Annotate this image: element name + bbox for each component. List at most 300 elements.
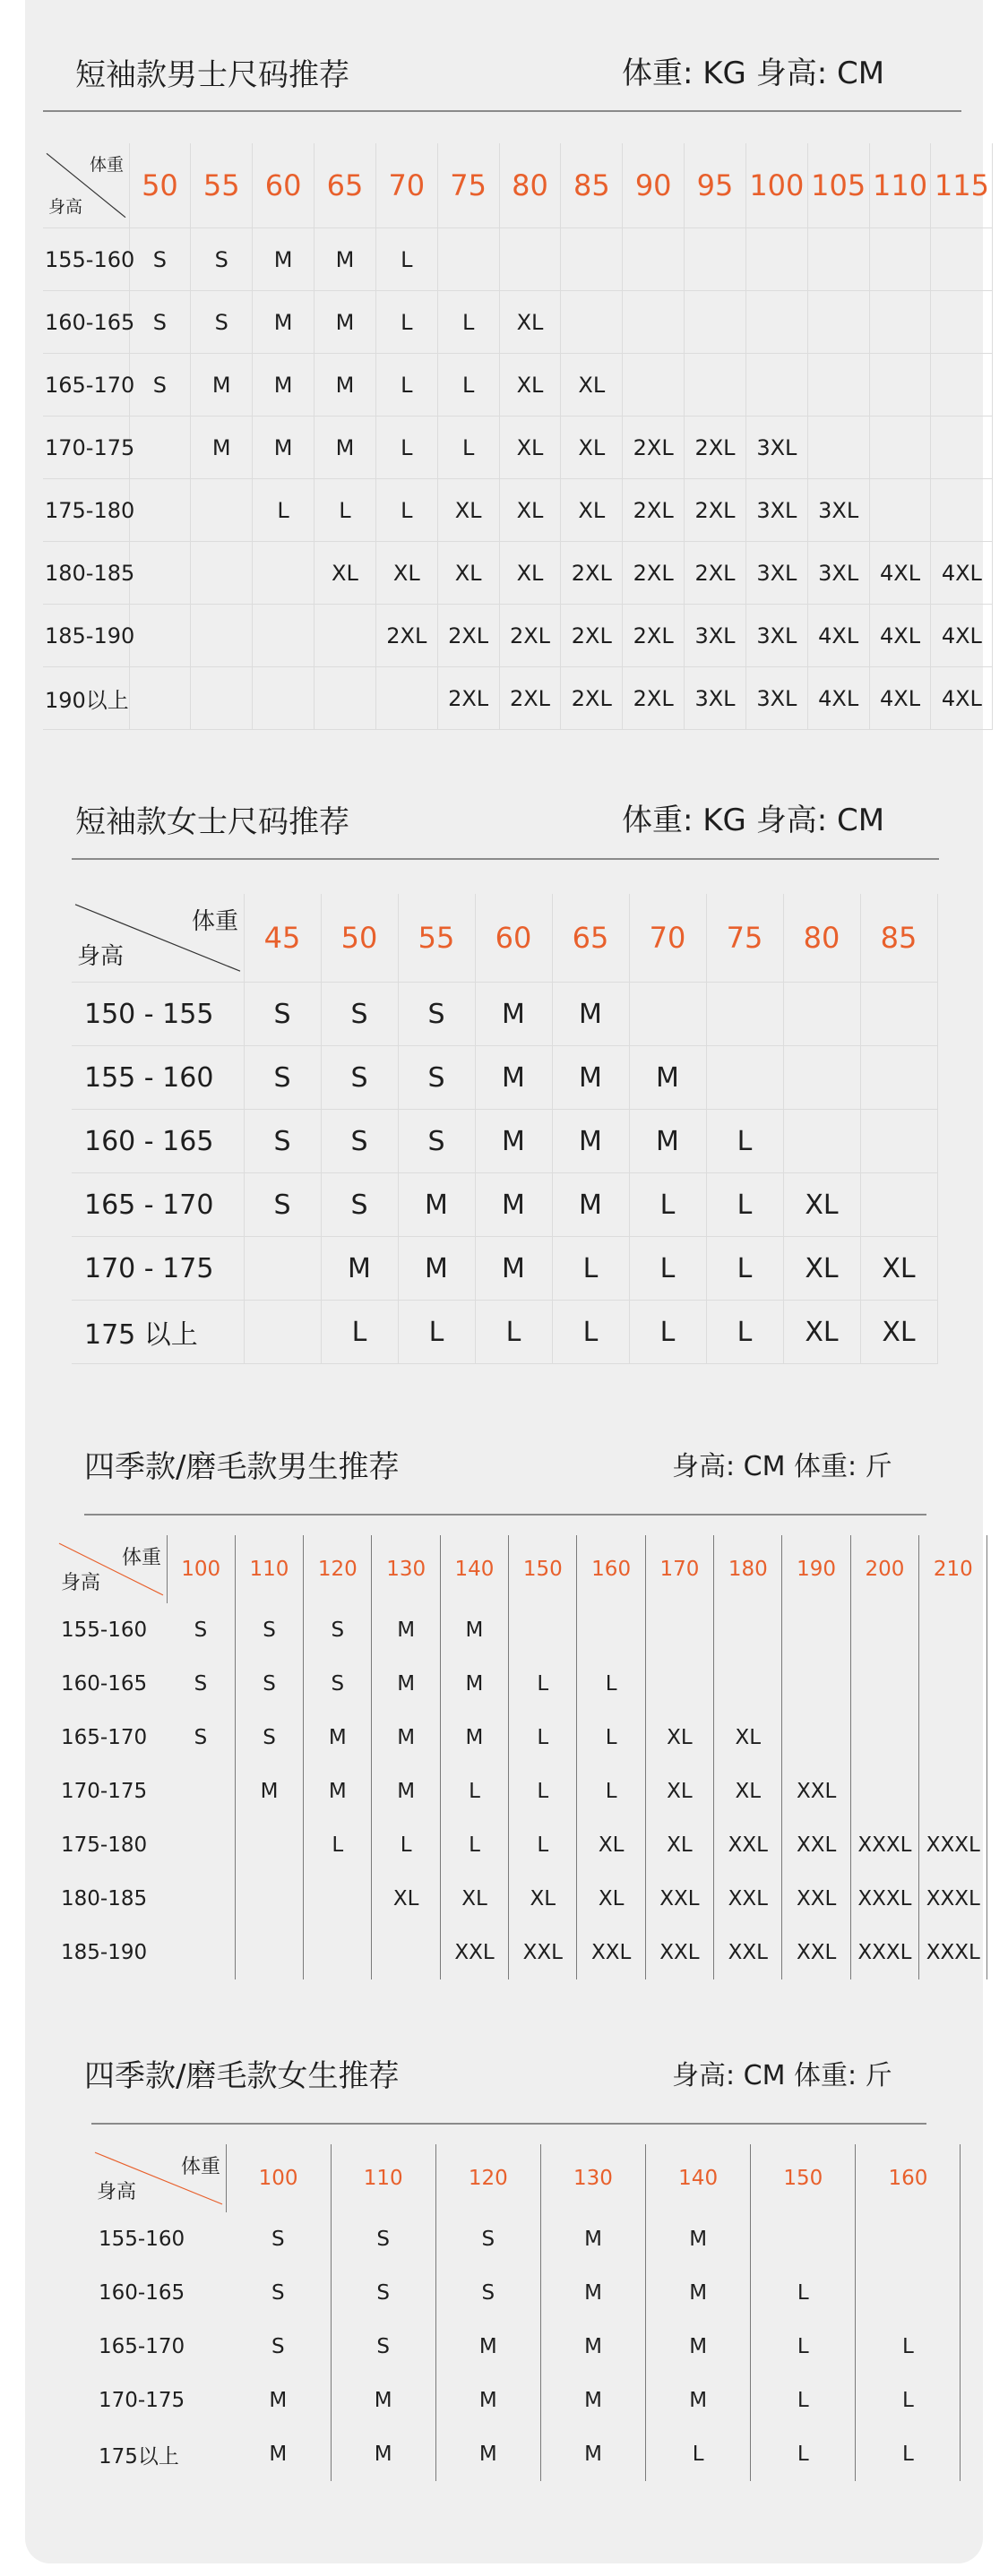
size-cell — [304, 1872, 372, 1926]
size-cell: S — [331, 2212, 435, 2266]
unit-label: 身高: CM 体重: 斤 — [672, 2060, 892, 2091]
size-cell — [931, 479, 993, 542]
size-cell: XL — [499, 416, 561, 479]
size-cell: M — [191, 354, 253, 416]
height-label: 160 - 165 — [72, 1110, 244, 1173]
size-cell: S — [321, 1046, 398, 1110]
size-cell — [931, 291, 993, 354]
size-cell — [509, 1603, 577, 1657]
size-cell — [869, 416, 931, 479]
size-cell: L — [437, 354, 499, 416]
size-cell: XXXL — [850, 1818, 918, 1872]
size-cell: M — [440, 1711, 508, 1765]
height-label: 160-165 — [99, 2281, 185, 2305]
size-cell: M — [552, 1110, 629, 1173]
size-cell — [807, 354, 869, 416]
size-cell — [314, 667, 376, 730]
size-cell — [919, 1657, 987, 1711]
size-cell: M — [552, 1046, 629, 1110]
size-cell: M — [253, 228, 314, 291]
height-label: 175-180 — [43, 479, 129, 542]
size-cell: 4XL — [869, 667, 931, 730]
table-row — [43, 416, 993, 479]
size-cell: M — [552, 1173, 629, 1237]
size-cell: M — [253, 416, 314, 479]
size-cell: 3XL — [685, 605, 746, 667]
size-cell: 2XL — [623, 667, 685, 730]
size-cell: S — [129, 228, 191, 291]
size-cell: L — [375, 479, 437, 542]
size-cell: XL — [645, 1818, 713, 1872]
size-cell: XXL — [440, 1926, 508, 1979]
size-cell: L — [372, 1818, 440, 1872]
size-cell — [244, 1301, 321, 1364]
size-cell: XXL — [714, 1926, 782, 1979]
size-cell — [807, 291, 869, 354]
table-row — [56, 1926, 987, 1979]
size-cell: M — [475, 1237, 552, 1301]
size-cell: L — [314, 479, 376, 542]
size-cell: 4XL — [931, 605, 993, 667]
size-cell: S — [167, 1657, 235, 1711]
size-cell: S — [235, 1657, 303, 1711]
size-cell — [706, 983, 783, 1046]
size-cell — [191, 605, 253, 667]
size-cell: S — [191, 228, 253, 291]
size-cell: L — [375, 354, 437, 416]
size-cell — [782, 1603, 850, 1657]
size-cell: XL — [577, 1872, 645, 1926]
size-cell: L — [706, 1237, 783, 1301]
size-cell: S — [244, 983, 321, 1046]
size-cell — [129, 479, 191, 542]
size-cell — [860, 1173, 937, 1237]
weight-header: 140 — [646, 2144, 751, 2212]
size-cell: 3XL — [685, 667, 746, 730]
weight-header: 120 — [304, 1535, 372, 1603]
size-cell: L — [577, 1711, 645, 1765]
weight-header: 120 — [435, 2144, 540, 2212]
size-cell — [629, 983, 706, 1046]
size-cell: L — [509, 1657, 577, 1711]
weight-header: 150 — [751, 2144, 856, 2212]
size-cell: 4XL — [931, 667, 993, 730]
size-cell: 2XL — [499, 667, 561, 730]
size-cell: S — [398, 1110, 475, 1173]
size-cell: M — [314, 416, 376, 479]
weight-header: 210 — [919, 1535, 987, 1603]
size-cell: XXXL — [850, 1872, 918, 1926]
size-cell: M — [475, 1110, 552, 1173]
size-cell: L — [706, 1301, 783, 1364]
height-label: 190以上 — [43, 667, 129, 730]
height-label: 165 - 170 — [72, 1173, 244, 1237]
corner-weight-label: 体重 — [191, 907, 238, 935]
size-cell: 4XL — [807, 667, 869, 730]
size-cell — [783, 983, 860, 1046]
weight-header: 105 — [807, 143, 869, 228]
size-cell — [860, 983, 937, 1046]
size-cell — [869, 291, 931, 354]
size-cell: XXXL — [919, 1818, 987, 1872]
unit-label: 身高: CM 体重: 斤 — [672, 1451, 892, 1482]
size-cell — [235, 1872, 303, 1926]
size-cell — [850, 1711, 918, 1765]
size-cell: M — [435, 2427, 540, 2481]
table-row — [72, 1237, 937, 1301]
height-label: 155-160 — [99, 2228, 185, 2251]
table-row — [56, 1872, 987, 1926]
table-row — [56, 1818, 987, 1872]
size-cell: S — [167, 1603, 235, 1657]
table-row — [72, 1301, 937, 1364]
size-cell: 2XL — [561, 605, 623, 667]
size-cell — [869, 479, 931, 542]
size-cell: L — [751, 2427, 856, 2481]
size-cell: S — [235, 1711, 303, 1765]
size-cell: L — [440, 1765, 508, 1818]
size-cell: L — [629, 1173, 706, 1237]
size-cell: L — [321, 1301, 398, 1364]
table-row — [72, 1046, 937, 1110]
table-row — [43, 354, 993, 416]
weight-header: 160 — [856, 2144, 961, 2212]
size-cell: S — [321, 1173, 398, 1237]
size-cell: 3XL — [807, 479, 869, 542]
section-title: 短袖款女士尺码推荐 — [75, 804, 349, 840]
weight-header: 180 — [714, 1535, 782, 1603]
size-cell: M — [304, 1711, 372, 1765]
size-cell: XL — [645, 1711, 713, 1765]
size-cell: 2XL — [623, 416, 685, 479]
weight-header: 160 — [577, 1535, 645, 1603]
size-cell: XL — [561, 354, 623, 416]
size-cell — [577, 1603, 645, 1657]
size-cell — [714, 1657, 782, 1711]
size-cell — [561, 291, 623, 354]
height-label: 170-175 — [99, 2389, 185, 2412]
size-cell: 2XL — [623, 605, 685, 667]
height-label: 170 - 175 — [72, 1237, 244, 1301]
size-cell: L — [437, 416, 499, 479]
size-cell: XL — [860, 1237, 937, 1301]
corner-weight-label: 体重 — [89, 155, 124, 176]
size-cell — [235, 1818, 303, 1872]
size-cell — [191, 667, 253, 730]
size-cell: 3XL — [745, 605, 807, 667]
size-cell — [745, 354, 807, 416]
size-cell: XXL — [577, 1926, 645, 1979]
size-cell: M — [314, 354, 376, 416]
divider — [84, 1514, 926, 1516]
size-cell: XL — [714, 1711, 782, 1765]
size-table — [43, 143, 993, 730]
size-cell: S — [226, 2320, 331, 2374]
size-cell — [931, 416, 993, 479]
size-cell: XXL — [645, 1872, 713, 1926]
size-cell: M — [314, 228, 376, 291]
size-cell — [685, 354, 746, 416]
header-row — [56, 1535, 987, 1603]
size-cell: XL — [375, 542, 437, 605]
size-cell: XXXL — [850, 1926, 918, 1979]
table-row — [72, 1110, 937, 1173]
size-cell — [375, 667, 437, 730]
weight-header: 55 — [398, 894, 475, 983]
size-cell: 2XL — [561, 542, 623, 605]
size-cell: XXXL — [919, 1926, 987, 1979]
size-cell: L — [856, 2427, 961, 2481]
table-row — [56, 1657, 987, 1711]
weight-header: 50 — [129, 143, 191, 228]
size-cell: M — [629, 1110, 706, 1173]
size-cell: S — [244, 1110, 321, 1173]
divider — [91, 2123, 926, 2125]
size-cell: L — [509, 1765, 577, 1818]
size-cell: L — [440, 1818, 508, 1872]
corner-cell — [43, 143, 129, 228]
size-cell: M — [646, 2374, 751, 2427]
size-cell: 4XL — [869, 542, 931, 605]
size-cell — [253, 605, 314, 667]
size-cell: M — [540, 2320, 645, 2374]
size-cell: 4XL — [869, 605, 931, 667]
table-row — [43, 228, 993, 291]
size-cell: S — [331, 2320, 435, 2374]
size-cell — [645, 1603, 713, 1657]
weight-header: 65 — [552, 894, 629, 983]
size-cell: S — [226, 2266, 331, 2320]
height-label: 185-190 — [43, 605, 129, 667]
section-title: 四季款/磨毛款女生推荐 — [84, 2058, 400, 2094]
corner-weight-label: 体重 — [121, 1546, 161, 1569]
size-cell — [856, 2212, 961, 2266]
size-cell: XL — [499, 542, 561, 605]
size-cell: S — [244, 1173, 321, 1237]
size-cell — [919, 1765, 987, 1818]
size-chart-card — [25, 0, 989, 2563]
size-cell — [191, 479, 253, 542]
height-label: 160-165 — [43, 291, 129, 354]
size-cell: M — [398, 1173, 475, 1237]
corner-height-label: 身高 — [61, 1571, 101, 1594]
size-cell: XL — [372, 1872, 440, 1926]
size-cell: M — [646, 2320, 751, 2374]
size-cell: M — [475, 1046, 552, 1110]
size-cell — [860, 1110, 937, 1173]
header-row — [72, 894, 937, 983]
size-cell — [437, 228, 499, 291]
size-cell: 2XL — [685, 542, 746, 605]
size-cell: 2XL — [623, 542, 685, 605]
size-cell: XL — [783, 1173, 860, 1237]
size-cell: XXL — [782, 1818, 850, 1872]
size-cell: XL — [437, 542, 499, 605]
size-cell — [314, 605, 376, 667]
corner-cell — [91, 2144, 226, 2212]
height-label: 170-175 — [61, 1780, 148, 1803]
weight-header: 45 — [244, 894, 321, 983]
weight-header: 150 — [509, 1535, 577, 1603]
size-cell: M — [646, 2212, 751, 2266]
size-cell: 2XL — [499, 605, 561, 667]
table-row — [43, 667, 993, 730]
size-cell: L — [437, 291, 499, 354]
size-cell: M — [314, 291, 376, 354]
size-cell: XXL — [714, 1872, 782, 1926]
size-cell — [623, 228, 685, 291]
size-cell: S — [129, 291, 191, 354]
size-cell: S — [321, 1110, 398, 1173]
size-cell: M — [440, 1657, 508, 1711]
corner-height-label: 身高 — [77, 943, 125, 971]
table-row — [91, 2266, 961, 2320]
weight-header: 70 — [629, 894, 706, 983]
size-cell — [783, 1110, 860, 1173]
height-label: 155 - 160 — [72, 1046, 244, 1110]
weight-header: 80 — [783, 894, 860, 983]
size-cell: L — [856, 2374, 961, 2427]
size-cell: M — [321, 1237, 398, 1301]
weight-header: 90 — [623, 143, 685, 228]
weight-header: 85 — [860, 894, 937, 983]
size-cell — [167, 1765, 235, 1818]
height-label: 155-160 — [61, 1619, 148, 1642]
weight-header: 140 — [440, 1535, 508, 1603]
weight-header: 190 — [782, 1535, 850, 1603]
size-cell: M — [235, 1765, 303, 1818]
height-label: 175-180 — [61, 1833, 148, 1857]
corner-cell — [72, 894, 244, 983]
size-cell: M — [331, 2374, 435, 2427]
weight-header: 75 — [437, 143, 499, 228]
size-cell: XL — [561, 416, 623, 479]
divider — [43, 110, 961, 112]
size-cell: L — [629, 1237, 706, 1301]
size-cell: M — [552, 983, 629, 1046]
size-cell: 2XL — [375, 605, 437, 667]
size-cell: S — [435, 2212, 540, 2266]
size-cell: XL — [499, 291, 561, 354]
size-cell: M — [253, 291, 314, 354]
weight-header: 70 — [375, 143, 437, 228]
size-cell — [499, 228, 561, 291]
size-cell: L — [552, 1237, 629, 1301]
weight-header: 130 — [372, 1535, 440, 1603]
weight-header: 110 — [869, 143, 931, 228]
size-table — [91, 2144, 961, 2481]
size-cell: XL — [860, 1301, 937, 1364]
size-cell — [782, 1657, 850, 1711]
size-cell: 3XL — [745, 542, 807, 605]
size-cell: M — [331, 2427, 435, 2481]
size-cell — [860, 1046, 937, 1110]
weight-header: 130 — [540, 2144, 645, 2212]
corner-height-label: 身高 — [48, 196, 83, 217]
divider — [72, 858, 939, 860]
size-cell: XL — [499, 479, 561, 542]
size-cell: M — [372, 1711, 440, 1765]
size-cell — [783, 1046, 860, 1110]
size-cell: S — [398, 983, 475, 1046]
weight-header: 95 — [685, 143, 746, 228]
size-cell: L — [856, 2320, 961, 2374]
size-cell: L — [577, 1657, 645, 1711]
size-cell: S — [321, 983, 398, 1046]
size-cell: M — [475, 1173, 552, 1237]
size-cell: S — [304, 1657, 372, 1711]
height-label: 155-160 — [43, 228, 129, 291]
height-label: 175 以上 — [72, 1301, 244, 1364]
size-cell — [850, 1657, 918, 1711]
corner-weight-label: 体重 — [180, 2155, 220, 2178]
size-cell: 2XL — [685, 479, 746, 542]
size-cell: L — [751, 2320, 856, 2374]
size-cell — [685, 228, 746, 291]
size-cell: M — [372, 1657, 440, 1711]
size-cell: XL — [783, 1301, 860, 1364]
size-cell — [167, 1818, 235, 1872]
size-table — [56, 1535, 987, 1979]
size-cell — [919, 1603, 987, 1657]
height-label: 170-175 — [43, 416, 129, 479]
size-cell — [623, 291, 685, 354]
size-cell: 4XL — [807, 605, 869, 667]
size-cell — [850, 1603, 918, 1657]
size-cell: L — [751, 2374, 856, 2427]
size-cell: L — [577, 1765, 645, 1818]
size-table — [72, 894, 938, 1364]
size-cell — [782, 1711, 850, 1765]
size-cell: XL — [714, 1765, 782, 1818]
size-cell: XL — [561, 479, 623, 542]
weight-header: 170 — [645, 1535, 713, 1603]
corner-cell — [56, 1535, 167, 1603]
size-cell: S — [191, 291, 253, 354]
size-cell: L — [629, 1301, 706, 1364]
size-cell: 3XL — [745, 479, 807, 542]
size-cell — [167, 1872, 235, 1926]
table-row — [43, 605, 993, 667]
size-cell: L — [375, 416, 437, 479]
size-cell: S — [167, 1711, 235, 1765]
size-cell: M — [540, 2427, 645, 2481]
table-row — [43, 479, 993, 542]
size-cell: XL — [577, 1818, 645, 1872]
size-cell: XXXL — [919, 1872, 987, 1926]
height-label: 180-185 — [61, 1887, 148, 1911]
weight-header: 75 — [706, 894, 783, 983]
size-cell: L — [706, 1173, 783, 1237]
size-cell: M — [646, 2266, 751, 2320]
table-row — [91, 2212, 961, 2266]
size-cell: 3XL — [807, 542, 869, 605]
size-cell: M — [540, 2374, 645, 2427]
size-cell: L — [375, 291, 437, 354]
size-cell — [931, 228, 993, 291]
weight-header: 110 — [331, 2144, 435, 2212]
unit-label: 体重: KG 身高: CM — [622, 56, 885, 91]
size-cell: 2XL — [623, 479, 685, 542]
section-title: 四季款/磨毛款男生推荐 — [84, 1449, 400, 1485]
weight-header: 110 — [235, 1535, 303, 1603]
size-cell — [807, 416, 869, 479]
height-label: 185-190 — [61, 1941, 148, 1964]
size-cell — [253, 667, 314, 730]
header-row — [91, 2144, 961, 2212]
weight-header: 60 — [253, 143, 314, 228]
size-cell: L — [509, 1818, 577, 1872]
